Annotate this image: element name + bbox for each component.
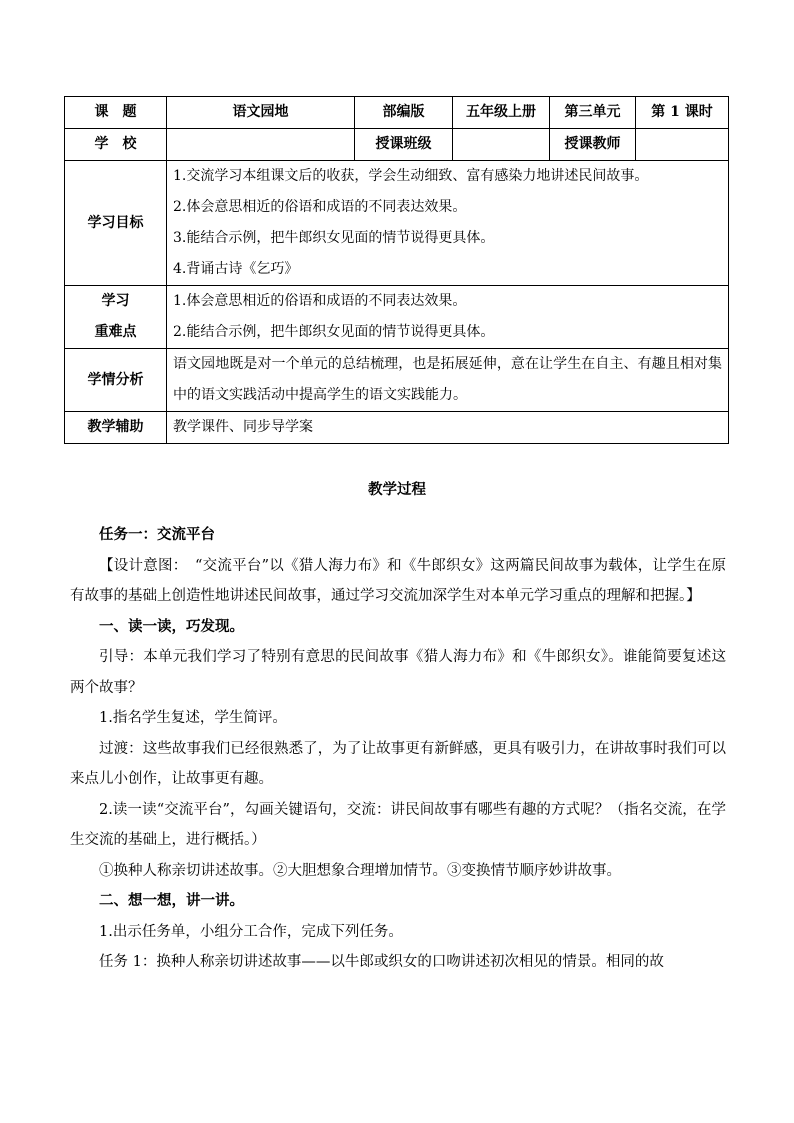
step3: 1.出示任务单，小组分工合作，完成下列任务。 xyxy=(99,923,403,940)
aids-text: 教学课件、同步导学案 xyxy=(167,412,729,444)
analysis-text: 语文园地既是对一个单元的总结梳理，也是拓展延伸，意在让学生在自主、有趣且相对集中的语文实践活动中提高学生的语文实践能力。 xyxy=(167,349,729,412)
goal-item: 1.交流学习本组课文后的收获，学会生动细致、富有感染力地讲述民间故事。 xyxy=(173,168,649,184)
school-label: 学 校 xyxy=(65,129,167,161)
goals-label: 学习目标 xyxy=(65,161,167,286)
unit: 第三单元 xyxy=(550,97,636,129)
lesson-info-table xyxy=(64,96,729,444)
section1-title: 一、读一读，巧发现。 xyxy=(99,617,244,635)
class-value xyxy=(453,129,550,161)
step1: 1.指名学生复述，学生简评。 xyxy=(99,710,287,726)
key-points-label-line2: 重难点 xyxy=(94,324,137,340)
row-aids xyxy=(65,412,729,444)
teacher-value xyxy=(636,129,729,161)
key-points-content xyxy=(167,286,729,349)
analysis-label: 学情分析 xyxy=(65,349,167,412)
goal-item: 4.背诵古诗《乞巧》 xyxy=(173,261,299,277)
row-key-points xyxy=(65,286,729,349)
topic-label: 课 题 xyxy=(65,97,167,129)
key-point-item: 2.能结合示例，把牛郎织女见面的情节说得更具体。 xyxy=(173,324,495,340)
school-value xyxy=(167,129,355,161)
class-label: 授课班级 xyxy=(355,129,453,161)
design-intent: 【设计意图： “交流平台”以《猎人海力布》和《牛郎织女》这两篇民间故事为载体，让学生在原有故事的基础上创造性地讲述民间故事，通过学习交流加深学生对本单元学习重点的理解和把握。】 xyxy=(70,557,726,604)
teacher-label: 授课教师 xyxy=(550,129,636,161)
transition-paragraph: 过渡：这些故事我们已经很熟悉了，为了让故事更有新鲜感，更具有吸引力，在讲故事时我们可以来点儿小创作，让故事更有趣。 xyxy=(70,740,726,787)
intro-paragraph: 引导：本单元我们学习了特别有意思的民间故事《猎人海力布》和《牛郎织女》。谁能简要复述这两个故事？ xyxy=(70,649,726,696)
goals-content xyxy=(167,161,729,286)
step2: 2.读一读“交流平台”，勾画关键语句，交流：讲民间故事有哪些有趣的方式呢？（指名交流，在学生交流的基础上，进行概括。） xyxy=(70,801,726,848)
section2-title: 二、想一想，讲一讲。 xyxy=(99,892,244,909)
task-item1: 任务 1：换种人称亲切讲述故事——以牛郎或织女的口吻讲述初次相见的情景。相同的故 xyxy=(99,954,664,970)
goal-item: 2.体会意思相近的俗语和成语的不同表达效果。 xyxy=(173,199,467,215)
topic-title: 语文园地 xyxy=(167,97,355,129)
process-heading: 教学过程 xyxy=(368,481,426,498)
key-points-label xyxy=(65,286,167,349)
row-goals xyxy=(65,161,729,286)
summary-methods: ①换种人称亲切讲述故事。②大胆想象合理增加情节。③变换情节顺序妙讲故事。 xyxy=(99,862,621,879)
key-points-label-line1: 学习 xyxy=(101,293,130,309)
task1-title: 任务一：交流平台 xyxy=(99,526,215,543)
lesson-period: 第 1 课时 xyxy=(636,97,729,129)
row-analysis xyxy=(65,349,729,412)
edition: 部编版 xyxy=(355,97,453,129)
grade: 五年级上册 xyxy=(453,97,550,129)
row-topic xyxy=(65,97,729,129)
goal-item: 3.能结合示例，把牛郎织女见面的情节说得更具体。 xyxy=(173,230,495,246)
aids-label: 教学辅助 xyxy=(65,412,167,444)
process-body xyxy=(70,520,726,978)
row-school xyxy=(65,129,729,161)
key-point-item: 1.体会意思相近的俗语和成语的不同表达效果。 xyxy=(173,293,467,309)
